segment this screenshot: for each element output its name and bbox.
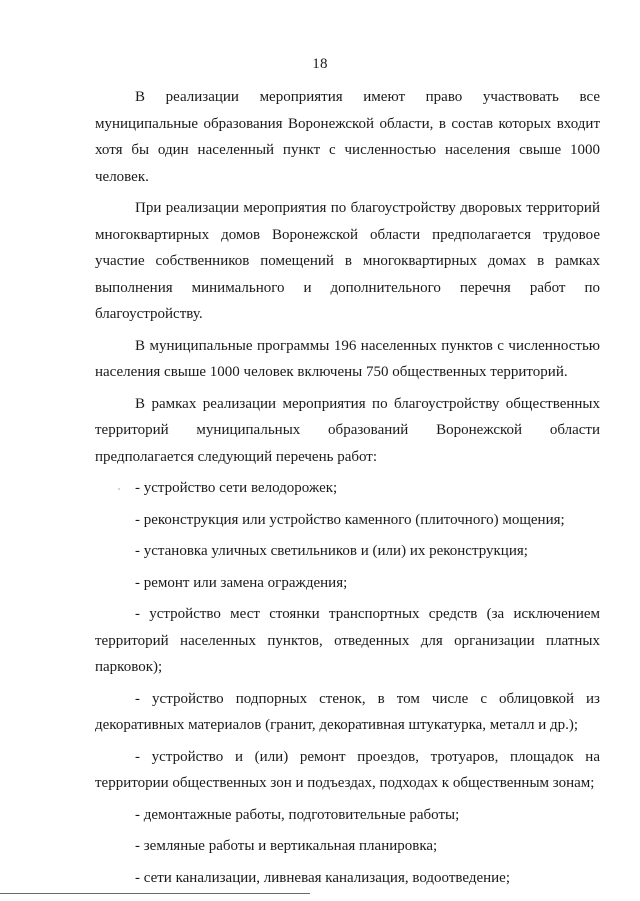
paragraph-municipal-programs: В муниципальные программы 196 населенных пунктов с численностью населения свыше 1000 человек включены 750 общественных территорий.: [95, 337, 600, 380]
document-body: [95, 84, 600, 891]
list-item: - установка уличных светильников и (или) их реконструкция;: [135, 543, 528, 559]
list-item: - устройство подпорных стенок, в том числе с облицовкой из декоративных материалов (гранит, декоративная штукатурка, металл и др.);: [95, 690, 600, 733]
paragraph-public-territories: В рамках реализации мероприятия по благоустройству общественных территорий муниципальных образований Воронежской области предполагается следующий перечень работ:: [95, 395, 600, 465]
list-item: - демонтажные работы, подготовительные работы;: [135, 806, 460, 823]
list-item: - ремонт или замена ограждения;: [135, 574, 348, 591]
list-item: - устройство и (или) ремонт проездов, тротуаров, площадок на территории общественных зон и подъездах, подходах к общественным зонам;: [95, 748, 600, 791]
list-item: - устройство сети велодорожек;: [135, 480, 338, 496]
scan-speck: [118, 488, 120, 490]
footer-rule: [0, 893, 310, 894]
page-number: 18: [312, 56, 328, 72]
paragraph-participation: В реализации мероприятия имеют право участвовать все муниципальные образования Воронежской области, в состав которых входит хотя бы один населенный пункт с численностью населения свыше 1000 человек.: [95, 89, 600, 185]
paragraph-yard-improvement: При реализации мероприятия по благоустройству дворовых территорий многоквартирных домов Воронежской области предполагается трудовое участие собственников помещений в многоквартирных домах в рамках выполнения минимального и дополнительного перечня работ по благоустройству.: [95, 200, 600, 322]
list-item: - реконструкция или устройство каменного (плиточного) мощения;: [135, 511, 565, 528]
list-item: - земляные работы и вертикальная планировка;: [135, 838, 438, 854]
list-item: - сети канализации, ливневая канализация, водоотведение;: [135, 869, 511, 886]
list-item: - устройство мест стоянки транспортных средств (за исключением территорий населенных пунктов, отведенных для организации платных парковок);: [95, 606, 600, 675]
